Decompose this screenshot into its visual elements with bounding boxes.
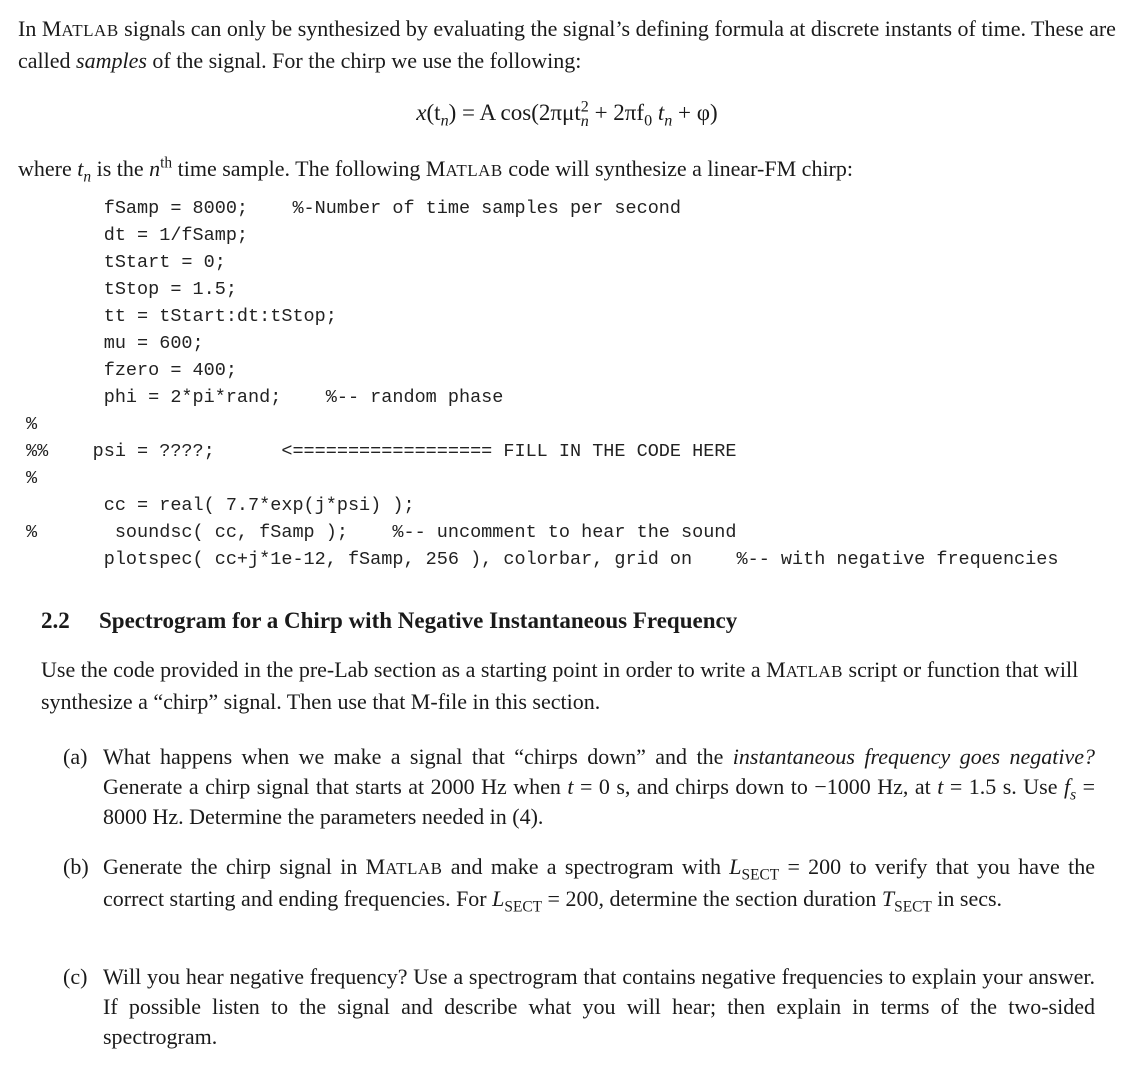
matlab-m: M: [425, 156, 446, 181]
qa-t0: t: [567, 774, 574, 799]
code-line: tStop = 1.5;: [26, 279, 237, 300]
code-line: tStart = 0;: [26, 252, 226, 273]
qa-text-2: Generate a chirp signal that starts at 2000 Hz when: [103, 774, 568, 799]
eq-rhs-b: + 2πf: [588, 100, 645, 125]
qa-fs-s: s: [1070, 786, 1077, 804]
intro-paragraph: [18, 14, 1118, 76]
matlab-code-block: [26, 195, 1058, 573]
qa-text-5: = 8000 Hz. Determine the parameters needed in (4).: [103, 774, 1096, 829]
code-line: tt = tStart:dt:tStop;: [26, 306, 337, 327]
where-text-4: code will synthesize a linear-FM chirp:: [502, 156, 853, 181]
code-line: %% psi = ????; <================== FILL IN THE CODE HERE: [26, 441, 737, 462]
section-title: Spectrogram for a Chirp with Negative Instantaneous Frequency: [99, 608, 738, 633]
qa-italic: instantaneous frequency goes negative?: [732, 744, 1095, 769]
where-text-2: is the: [91, 156, 150, 181]
question-b: [63, 852, 1095, 914]
matlab-m: M: [766, 657, 786, 682]
where-t: t: [77, 156, 84, 181]
section-heading: [41, 606, 737, 636]
use-paragraph: [41, 655, 1101, 717]
matlab-m: M: [41, 16, 62, 41]
code-line: cc = real( 7.7*exp(j*psi) );: [26, 495, 415, 516]
where-text-1: where: [18, 156, 78, 181]
where-paragraph: [18, 154, 853, 186]
qa-fs-f: f: [1063, 774, 1071, 799]
code-line: %: [26, 468, 38, 489]
matlab-rest: ATLAB: [445, 161, 503, 180]
intro-text-3: of the signal. For the chirp we use the following:: [146, 48, 582, 73]
eq-n3: n: [664, 112, 673, 130]
qb-sect3: SECT: [894, 898, 932, 916]
qb-text-4: = 200, determine the section duration: [542, 886, 882, 911]
code-line: % soundsc( cc, fSamp ); %-- uncomment to hear the sound: [26, 522, 737, 543]
where-text-3: time sample. The following: [172, 156, 426, 181]
qb-sect2: SECT: [504, 898, 543, 916]
eq-x: x: [416, 100, 427, 125]
matlab-m: M: [365, 854, 386, 879]
code-line: fzero = 400;: [26, 360, 237, 381]
where-n: n: [83, 168, 92, 186]
qa-text-3: = 0 s, and chirps down to −1000 Hz, at: [573, 774, 938, 799]
question-c: [63, 962, 1095, 1052]
eq-n: n: [440, 112, 449, 130]
qb-text-1: Generate the chirp signal in: [103, 854, 366, 879]
question-b-label: (b): [63, 854, 89, 879]
qb-L2: L: [492, 886, 505, 911]
question-c-label: (c): [63, 964, 88, 989]
code-line: mu = 600;: [26, 333, 204, 354]
qb-T: T: [881, 886, 895, 911]
intro-text-1: In: [18, 16, 42, 41]
eq-tn: (t: [426, 100, 441, 125]
intro-text-2: signals can only be synthesized by evaluating the signal’s defining formula at discrete instants of time. These are called: [18, 16, 1116, 73]
question-c-body: Will you hear negative frequency? Use a spectrogram that contains negative frequencies to explain your answer. If possible listen to the signal and describe what you will hear; then explain in terms of the two-sided spectrogram.: [103, 964, 1095, 1049]
question-a: [63, 742, 1095, 832]
eq-zero: 0: [644, 112, 653, 130]
code-line: plotspec( cc+j*1e-12, fSamp, 256 ), colorbar, grid on %-- with negative frequencies: [26, 549, 1059, 570]
code-line: %: [26, 414, 38, 435]
question-a-label: (a): [63, 744, 88, 769]
where-nth: n: [149, 156, 161, 181]
eq-rhs-a: ) = A cos(2πμt: [448, 100, 581, 125]
code-line: dt = 1/fSamp;: [26, 225, 249, 246]
use-text-1: Use the code provided in the pre-Lab section as a starting point in order to write a: [41, 657, 767, 682]
qb-L: L: [729, 854, 742, 879]
matlab-rest: ATLAB: [385, 859, 443, 878]
matlab-rest: ATLAB: [785, 662, 844, 681]
section-number: 2.2: [41, 608, 70, 633]
code-line: phi = 2*pi*rand; %-- random phase: [26, 387, 504, 408]
qb-text-2: and make a spectrogram with: [442, 854, 730, 879]
eq-n2: n: [580, 112, 589, 130]
use-text-2: script or function that will synthesize a “chirp” signal. Then use that M-file in this section.: [41, 657, 1079, 714]
eq-t: t: [657, 100, 665, 125]
qb-text-5: in secs.: [931, 886, 1003, 911]
where-th: th: [160, 154, 173, 172]
qb-text-3: = 200 to verify that you have the correct starting and ending frequencies. For: [103, 854, 1095, 911]
qa-t1: t: [937, 774, 944, 799]
qa-text-4: = 1.5 s. Use: [943, 774, 1064, 799]
matlab-rest: ATLAB: [61, 21, 119, 40]
qa-text-1: What happens when we make a signal that “chirps down” and the: [103, 744, 733, 769]
chirp-equation: [0, 98, 1134, 128]
question-a-body: [103, 742, 1095, 832]
eq-rhs-d: + φ): [672, 100, 718, 125]
code-line: fSamp = 8000; %-Number of time samples per second: [26, 198, 682, 219]
eq-square: 2: [580, 98, 589, 116]
question-b-body: [103, 852, 1095, 914]
qb-sect: SECT: [741, 866, 780, 884]
samples-term: samples: [76, 48, 147, 73]
